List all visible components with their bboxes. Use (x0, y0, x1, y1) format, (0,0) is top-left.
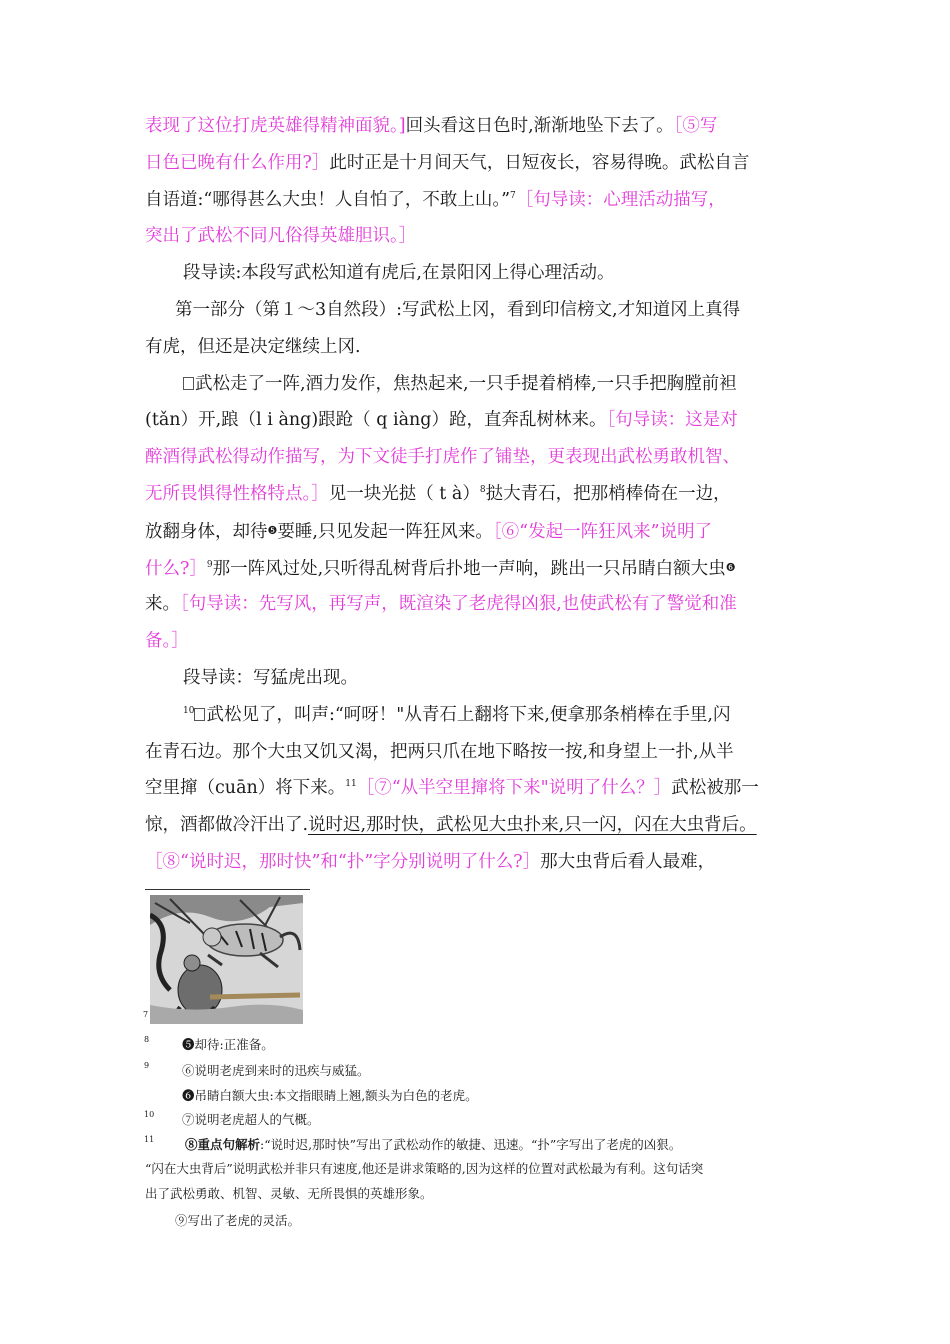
figure-footnote-number: 7 (143, 1010, 149, 1019)
footnote-ref: 10 (183, 705, 195, 716)
note-marker-5: ❺ (267, 523, 278, 537)
text-line: 来。［句导读：先写风，再写声，既渲染了老虎得凶狠,也使武松有了警觉和准 (145, 594, 737, 615)
footnote-ref: 11 (345, 779, 357, 790)
text-line: 日色已晚有什么作用?］此时正是十月间天气，日短夜长，容易得晚。武松自言 (145, 152, 750, 173)
text-line: 无所畏惧得性格特点。］见一块光挞（ t à）$^8$挞大青石，把那梢棒倚在一边， (145, 483, 731, 504)
section-summary: 第一部分（第１～3自然段）:写武松上冈，看到印信榜文,才知道冈上真得 (175, 299, 741, 320)
illustration-svg (150, 895, 303, 1024)
missing-glyph-box (194, 708, 205, 721)
text-line: 自语道:“哪得甚么大虫！人自怕了，不敢上山。”$^7$［句导读：心理活动描写， (145, 189, 726, 210)
text-line: ［⑧“说时迟，那时快”和“扑”字分别说明了什么?］那大虫背后看人最难， (145, 851, 716, 872)
text-line: 惊，酒都做冷汗出了.说时迟,那时快，武松见大虫扑来,只一闪，闪在大虫背后。 (145, 815, 757, 836)
text-line: $^{10}$ 武松见了，叫声:“呵呀！"从青石上翻将下来,便拿那条梢棒在手里,闪 (183, 704, 731, 725)
footnote-ref: 9 (206, 559, 213, 570)
tiger-illustration (150, 895, 303, 1024)
text-line: 在青石边。那个大虫又饥又渴，把两只爪在地下略按一按,和身望上一扑,从半 (145, 741, 734, 762)
missing-glyph-box (183, 377, 194, 390)
underlined-key-sentence: 说时迟,那时快，武松见大虫扑来,只一闪，闪在大虫背后。 (308, 815, 757, 836)
paragraph-guide: 段导读：写猛虎出现。 (183, 667, 358, 688)
footnote-ref: 7 (510, 190, 516, 201)
note-marker-6: ❻ (725, 560, 736, 574)
text-line: 放翻身体，却待❺要睡,只见发起一阵狂风来。［⑥“发起一阵狂风来”说明了 (145, 521, 713, 542)
text-line: 突出了武松不同凡俗得英雄胆识。］ (145, 226, 417, 247)
footnote-separator (145, 889, 310, 890)
text-line: 武松走了一阵,酒力发作，焦热起来,一只手提着梢棒,一只手把胸膛前袒 (145, 366, 817, 403)
footnote-ref: 8 (479, 484, 486, 495)
text-line: 醉酒得武松得动作描写，为下文徒手打虎作了铺垫，更表现出武松勇敢机智、 (145, 447, 740, 468)
document-body (145, 108, 817, 881)
paragraph-guide: 段导读:本段写武松知道有虎后,在景阳冈上得心理活动。 (183, 263, 615, 284)
text-line: 有虎，但还是决定继续上冈. (145, 336, 361, 357)
text-line: 备。］ (145, 631, 189, 652)
text-line: 空里撺（cuān）将下来。$^{11}$［⑦“从半空里撺将下来"说明了什么？］武松被那一 (145, 778, 759, 799)
text-line: 表现了这位打虎英雄得精神面貌。]回头看这日色时,渐渐地坠下去了。［⑤写 (145, 116, 718, 136)
text-line: 什么?］$^9$那一阵风过处,只听得乱树背后扑地一声响，跳出一只吊睛白额大虫❻ (145, 558, 736, 579)
text-line: (tǎn）开,踉（l i àng)跟跄（ q iàng）跄，直奔乱树林来。［句导读：这是对 (145, 410, 738, 431)
